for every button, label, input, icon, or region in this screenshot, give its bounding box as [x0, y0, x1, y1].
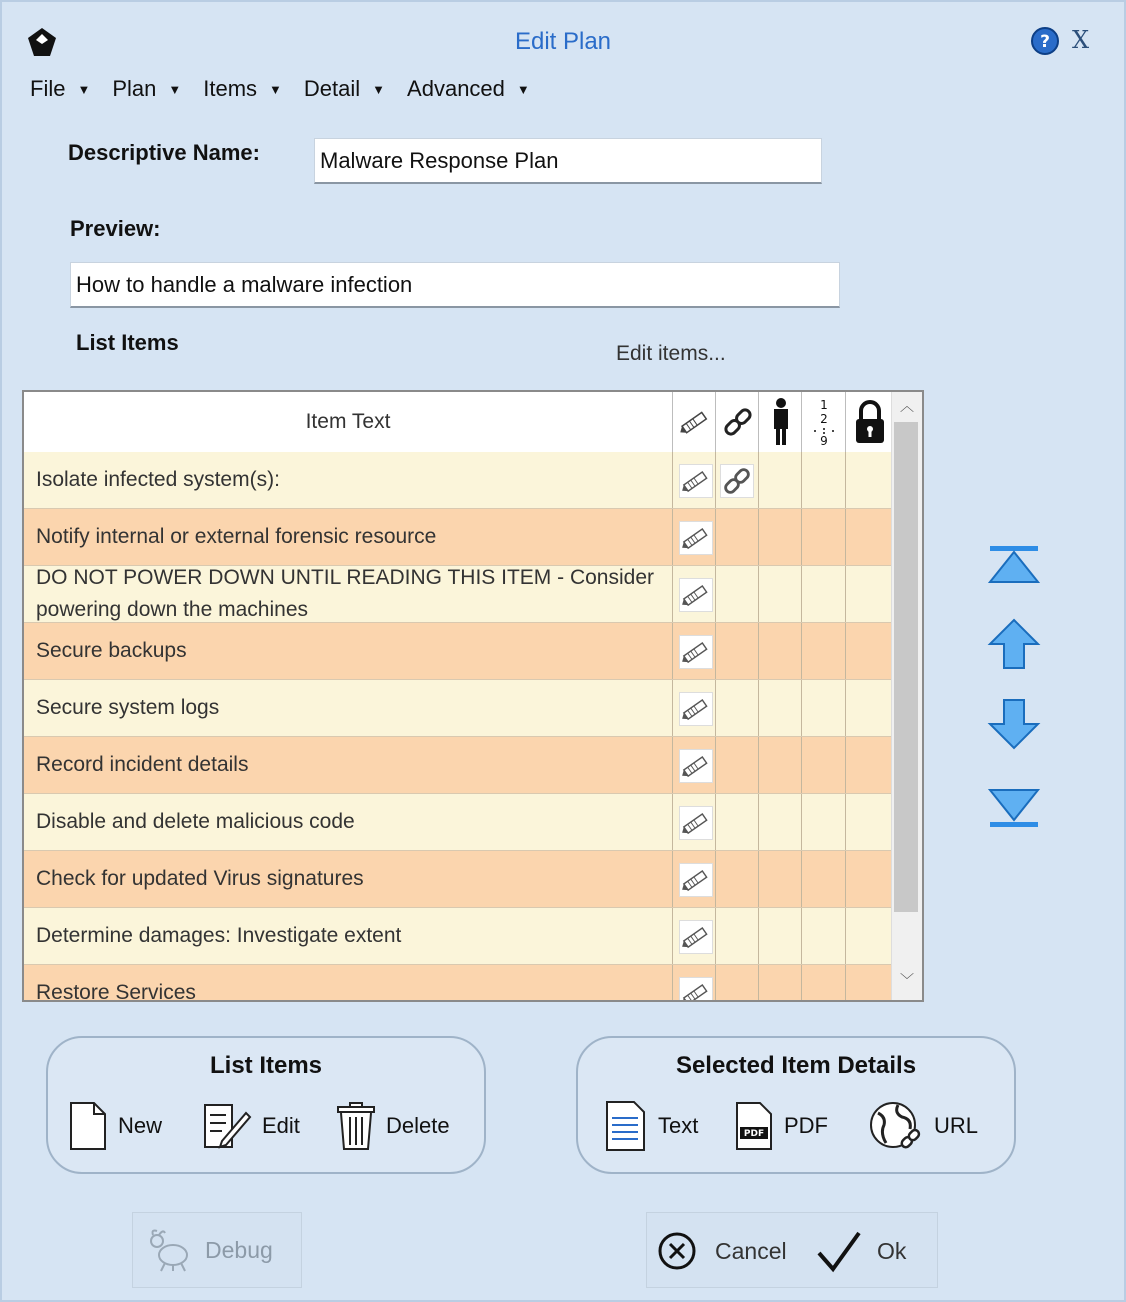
move-to-top-icon[interactable]	[986, 542, 1042, 592]
row-flag-cell[interactable]	[845, 623, 893, 679]
window-title: Edit Plan	[514, 28, 612, 55]
row-flag-cell[interactable]	[758, 623, 802, 679]
new-item-button[interactable]	[68, 1098, 162, 1154]
descriptive-name-input[interactable]: Malware Response Plan	[314, 138, 822, 184]
menu-plan[interactable]	[112, 74, 181, 104]
row-flag-cell[interactable]	[758, 509, 802, 565]
row-flag-cell[interactable]	[845, 566, 893, 622]
row-flag-cell[interactable]	[801, 623, 846, 679]
row-flag-cell[interactable]	[801, 680, 846, 736]
row-flag-cell[interactable]	[672, 623, 716, 679]
edit-item-icon[interactable]	[679, 692, 713, 726]
row-flag-cell[interactable]	[715, 452, 759, 508]
title-bar	[2, 2, 1124, 62]
row-flag-cell[interactable]	[845, 908, 893, 964]
grid-header	[24, 392, 892, 453]
item-text-cell[interactable]: Isolate infected system(s):	[36, 468, 280, 491]
list-items-label: List Items	[76, 330, 179, 355]
move-up-icon[interactable]	[986, 616, 1042, 672]
edit-item-icon[interactable]	[679, 635, 713, 669]
row-flag-cell[interactable]	[715, 509, 759, 565]
caret-down-icon: ▼	[269, 81, 282, 97]
edit-item-button[interactable]	[202, 1098, 300, 1154]
item-text-column-header[interactable]: Item Text	[305, 410, 391, 433]
row-flag-cell[interactable]	[672, 851, 716, 907]
row-flag-cell[interactable]	[801, 737, 846, 793]
table-row[interactable]	[24, 509, 892, 566]
cancel-button-label: Cancel	[715, 1237, 787, 1264]
pdf-document-icon	[734, 1101, 774, 1151]
numbering-icon	[809, 397, 839, 447]
caret-down-icon: ▼	[168, 81, 182, 97]
row-flag-cell[interactable]	[845, 965, 893, 1002]
row-flag-cell[interactable]	[801, 509, 846, 565]
row-flag-cell[interactable]	[715, 737, 759, 793]
row-flag-cell[interactable]	[672, 680, 716, 736]
table-row[interactable]	[24, 794, 892, 851]
list-items-group	[46, 1036, 486, 1174]
table-row[interactable]	[24, 623, 892, 680]
menu-items[interactable]	[203, 74, 282, 104]
row-flag-cell[interactable]	[715, 566, 759, 622]
caret-down-icon: ▼	[77, 81, 91, 97]
row-flag-cell[interactable]	[758, 965, 802, 1002]
edit-item-icon[interactable]	[679, 977, 713, 1002]
help-icon[interactable]	[1030, 26, 1060, 56]
svg-text:1: 1	[820, 398, 828, 412]
menu-bar	[30, 74, 552, 104]
preview-label: Preview:	[70, 216, 161, 241]
row-flag-cell[interactable]	[845, 680, 893, 736]
link-icon	[721, 405, 755, 439]
row-flag-cell[interactable]	[758, 737, 802, 793]
edit-button-label: Edit	[262, 1113, 300, 1138]
pencil-icon	[678, 405, 712, 439]
item-text-cell[interactable]: Secure backups	[36, 639, 187, 662]
ok-button[interactable]	[815, 1213, 906, 1289]
new-document-icon	[68, 1101, 108, 1151]
row-flag-cell[interactable]	[845, 794, 893, 850]
row-flag-cell[interactable]	[715, 908, 759, 964]
row-flag-cell[interactable]	[672, 509, 716, 565]
edit-item-icon[interactable]	[679, 464, 713, 498]
edit-item-icon[interactable]	[679, 920, 713, 954]
row-flag-cell[interactable]	[801, 908, 846, 964]
row-flag-cell[interactable]	[801, 566, 846, 622]
row-flag-cell[interactable]	[672, 737, 716, 793]
item-text-cell[interactable]: DO NOT POWER DOWN UNTIL READING THIS ITEM - Consider powering down the machines	[36, 566, 655, 621]
cancel-ok-panel	[646, 1212, 938, 1288]
menu-label: Advanced	[407, 76, 505, 101]
row-flag-cell[interactable]	[801, 452, 846, 508]
row-flag-cell[interactable]	[758, 851, 802, 907]
move-to-bottom-icon[interactable]	[986, 782, 1042, 832]
row-flag-cell[interactable]	[672, 908, 716, 964]
menu-label: Plan	[112, 76, 157, 101]
delete-item-button[interactable]	[336, 1098, 450, 1154]
list-items-grid	[22, 390, 924, 1002]
selected-item-details-title: Selected Item Details	[675, 1052, 917, 1079]
table-row[interactable]	[24, 737, 892, 794]
scroll-thumb[interactable]	[894, 422, 918, 912]
cancel-button[interactable]	[657, 1213, 787, 1289]
row-flag-cell[interactable]	[672, 794, 716, 850]
row-flag-cell[interactable]	[672, 566, 716, 622]
row-flag-cell[interactable]	[758, 452, 802, 508]
row-flag-cell[interactable]	[672, 965, 716, 1002]
list-items-group-title: List Items	[209, 1052, 323, 1079]
item-text-cell[interactable]: Check for updated Virus signatures	[36, 867, 364, 890]
table-row[interactable]	[24, 452, 892, 509]
trash-icon	[336, 1101, 376, 1151]
selected-item-details-group	[576, 1036, 1016, 1174]
descriptive-name-label: Descriptive Name:	[68, 140, 260, 165]
cancel-circle-x-icon	[657, 1231, 697, 1271]
menu-detail[interactable]	[304, 74, 385, 104]
debug-button-label: Debug	[205, 1236, 273, 1263]
row-flag-cell[interactable]	[715, 794, 759, 850]
globe-link-icon	[868, 1099, 924, 1153]
menu-label: Detail	[303, 76, 361, 101]
menu-label: File	[30, 76, 66, 101]
move-down-icon[interactable]	[986, 696, 1042, 752]
edit-item-icon[interactable]	[679, 578, 713, 612]
pdf-detail-button[interactable]	[734, 1098, 828, 1154]
person-icon	[769, 397, 793, 447]
debug-bug-icon	[145, 1227, 195, 1273]
grid-scrollbar[interactable]	[891, 392, 922, 1000]
svg-text:2: 2	[820, 412, 828, 426]
row-flag-cell[interactable]	[758, 794, 802, 850]
menu-advanced[interactable]	[407, 74, 530, 104]
delete-button-label: Delete	[386, 1113, 450, 1138]
grid-rows	[24, 452, 892, 1002]
new-button-label: New	[118, 1113, 163, 1138]
scroll-down-icon[interactable]: ﹀	[900, 972, 914, 988]
item-link-icon[interactable]	[720, 464, 754, 498]
svg-text:PDF: PDF	[743, 1129, 765, 1139]
ok-button-label: Ok	[877, 1237, 907, 1264]
scroll-up-icon[interactable]: ︿	[900, 398, 914, 414]
item-text-cell[interactable]: Determine damages: Investigate extent	[36, 924, 402, 947]
item-text-cell[interactable]: Record incident details	[36, 753, 249, 776]
edit-items-link[interactable]: Edit items...	[616, 342, 726, 365]
debug-button[interactable]	[132, 1212, 302, 1288]
edit-item-icon[interactable]	[679, 863, 713, 897]
caret-down-icon: ▼	[372, 81, 386, 97]
close-icon[interactable]: X	[1072, 26, 1090, 54]
svg-text:?: ?	[1040, 32, 1050, 52]
row-flag-cell[interactable]	[845, 509, 893, 565]
menu-file[interactable]	[30, 74, 90, 104]
edit-document-icon	[202, 1101, 252, 1151]
row-flag-cell[interactable]	[801, 794, 846, 850]
table-row[interactable]	[24, 680, 892, 737]
row-flag-cell[interactable]	[758, 908, 802, 964]
row-flag-cell[interactable]	[801, 965, 846, 1002]
item-text-cell[interactable]: Notify internal or external forensic resource	[36, 525, 437, 548]
menu-label: Items	[203, 76, 258, 101]
link-column-header[interactable]	[715, 392, 759, 452]
row-flag-cell[interactable]	[715, 680, 759, 736]
edit-item-icon[interactable]	[679, 806, 713, 840]
row-flag-cell[interactable]	[715, 965, 759, 1002]
edit-item-icon[interactable]	[679, 521, 713, 555]
table-row[interactable]	[24, 851, 892, 908]
pencil-column-header[interactable]	[672, 392, 716, 452]
item-text-cell[interactable]: Secure system logs	[36, 696, 220, 719]
row-flag-cell[interactable]	[672, 452, 716, 508]
text-document-icon	[604, 1100, 648, 1152]
url-button-label: URL	[934, 1113, 979, 1138]
numbering-column-header[interactable]	[801, 392, 846, 452]
table-row[interactable]	[24, 566, 892, 623]
row-flag-cell[interactable]	[758, 566, 802, 622]
pdf-button-label: PDF	[784, 1113, 828, 1138]
svg-text:9: 9	[820, 434, 828, 447]
checkmark-icon	[815, 1227, 863, 1275]
table-row[interactable]	[24, 965, 892, 1002]
edit-item-icon[interactable]	[679, 749, 713, 783]
text-detail-button[interactable]	[604, 1098, 698, 1154]
item-text-cell[interactable]: Restore Services	[36, 981, 196, 1002]
item-text-cell[interactable]: Disable and delete malicious code	[36, 810, 355, 833]
row-flag-cell[interactable]	[845, 737, 893, 793]
row-flag-cell[interactable]	[715, 623, 759, 679]
preview-input[interactable]: How to handle a malware infection	[70, 262, 840, 308]
row-flag-cell[interactable]	[845, 452, 893, 508]
caret-down-icon: ▼	[516, 81, 530, 97]
row-flag-cell[interactable]	[715, 851, 759, 907]
lock-icon	[853, 399, 887, 445]
row-flag-cell[interactable]	[845, 851, 893, 907]
person-column-header[interactable]	[758, 392, 802, 452]
row-flag-cell[interactable]	[758, 680, 802, 736]
lock-column-header[interactable]	[845, 392, 893, 452]
url-detail-button[interactable]	[868, 1098, 978, 1154]
text-button-label: Text	[658, 1113, 699, 1138]
row-flag-cell[interactable]	[801, 851, 846, 907]
table-row[interactable]	[24, 908, 892, 965]
